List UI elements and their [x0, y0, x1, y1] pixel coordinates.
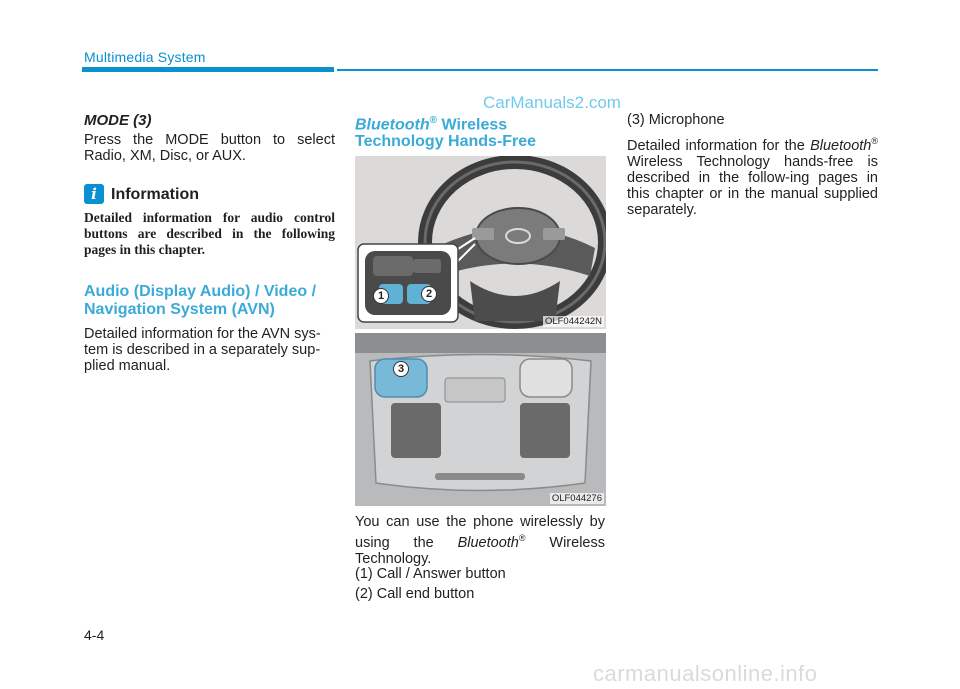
bluetooth-heading-brand: Bluetooth — [355, 116, 430, 134]
mode-body — [84, 132, 335, 164]
information-title: Information — [111, 186, 199, 203]
microphone-item: (3) Microphone — [627, 112, 725, 128]
information-text: Detailed information for audio control buttons are described in the following pages in this chapter. — [84, 210, 335, 257]
bluetooth-body-reg: ® — [518, 533, 526, 543]
watermark: CarManuals2.com — [483, 93, 621, 112]
right-detail — [627, 133, 878, 218]
avn-heading — [84, 283, 344, 319]
footer-watermark: carmanualsonline.info — [593, 661, 818, 686]
bluetooth-body-post: Wireless Technology. — [355, 534, 605, 567]
bluetooth-heading-line2: Technology Hands-Free — [355, 133, 537, 151]
section-title: Multimedia System — [84, 49, 206, 65]
image2-code: OLF044276 — [551, 493, 602, 504]
callout-2: 2 — [421, 286, 437, 302]
right-detail-pre: Detailed information for the — [627, 137, 811, 154]
avn-heading-line1: Audio (Display Audio) / Video / — [84, 283, 317, 300]
image1-code: OLF044242N — [544, 316, 602, 327]
avn-text: Detailed information for the AVN sys-tem is described in a separately sup-plied manual. — [84, 326, 321, 374]
right-detail-reg: ® — [871, 136, 878, 146]
bluetooth-heading-rest: Wireless — [437, 116, 508, 134]
header-rule-thin — [337, 69, 878, 71]
right-column — [627, 112, 878, 218]
information-icon: i — [84, 184, 104, 204]
steering-wheel-image — [355, 156, 606, 329]
header-rule-thick — [82, 67, 334, 72]
bluetooth-body-brand: Bluetooth — [457, 534, 519, 551]
information-body — [84, 210, 335, 258]
avn-heading-line2: Navigation System (AVN) — [84, 301, 275, 318]
right-detail-post: Wireless Technology hands-free is described in the follow-ing pages in this chapter or in the manual supplied separately. — [627, 153, 878, 218]
mode-text: Press the MODE button to select Radio, XM, Disc, or AUX. — [84, 132, 335, 164]
list-item-call-answer: (1) Call / Answer button — [355, 566, 506, 582]
overhead-console-image — [355, 333, 606, 506]
steering-wheel-illustration — [355, 156, 606, 329]
bluetooth-heading — [355, 112, 615, 150]
overhead-console-illustration — [355, 333, 606, 506]
list-item-call-end: (2) Call end button — [355, 586, 475, 602]
callout-3: 3 — [393, 361, 409, 377]
page-number: 4-4 — [84, 627, 105, 643]
callout-1: 1 — [373, 288, 389, 304]
right-detail-brand: Bluetooth — [810, 137, 872, 154]
avn-body — [84, 326, 335, 374]
mode-heading: MODE (3) — [84, 112, 152, 129]
bluetooth-heading-reg: ® — [429, 115, 438, 126]
bluetooth-body — [355, 514, 605, 567]
bluetooth-body-pre: You can use the phone wirelessly by using the — [355, 514, 605, 551]
